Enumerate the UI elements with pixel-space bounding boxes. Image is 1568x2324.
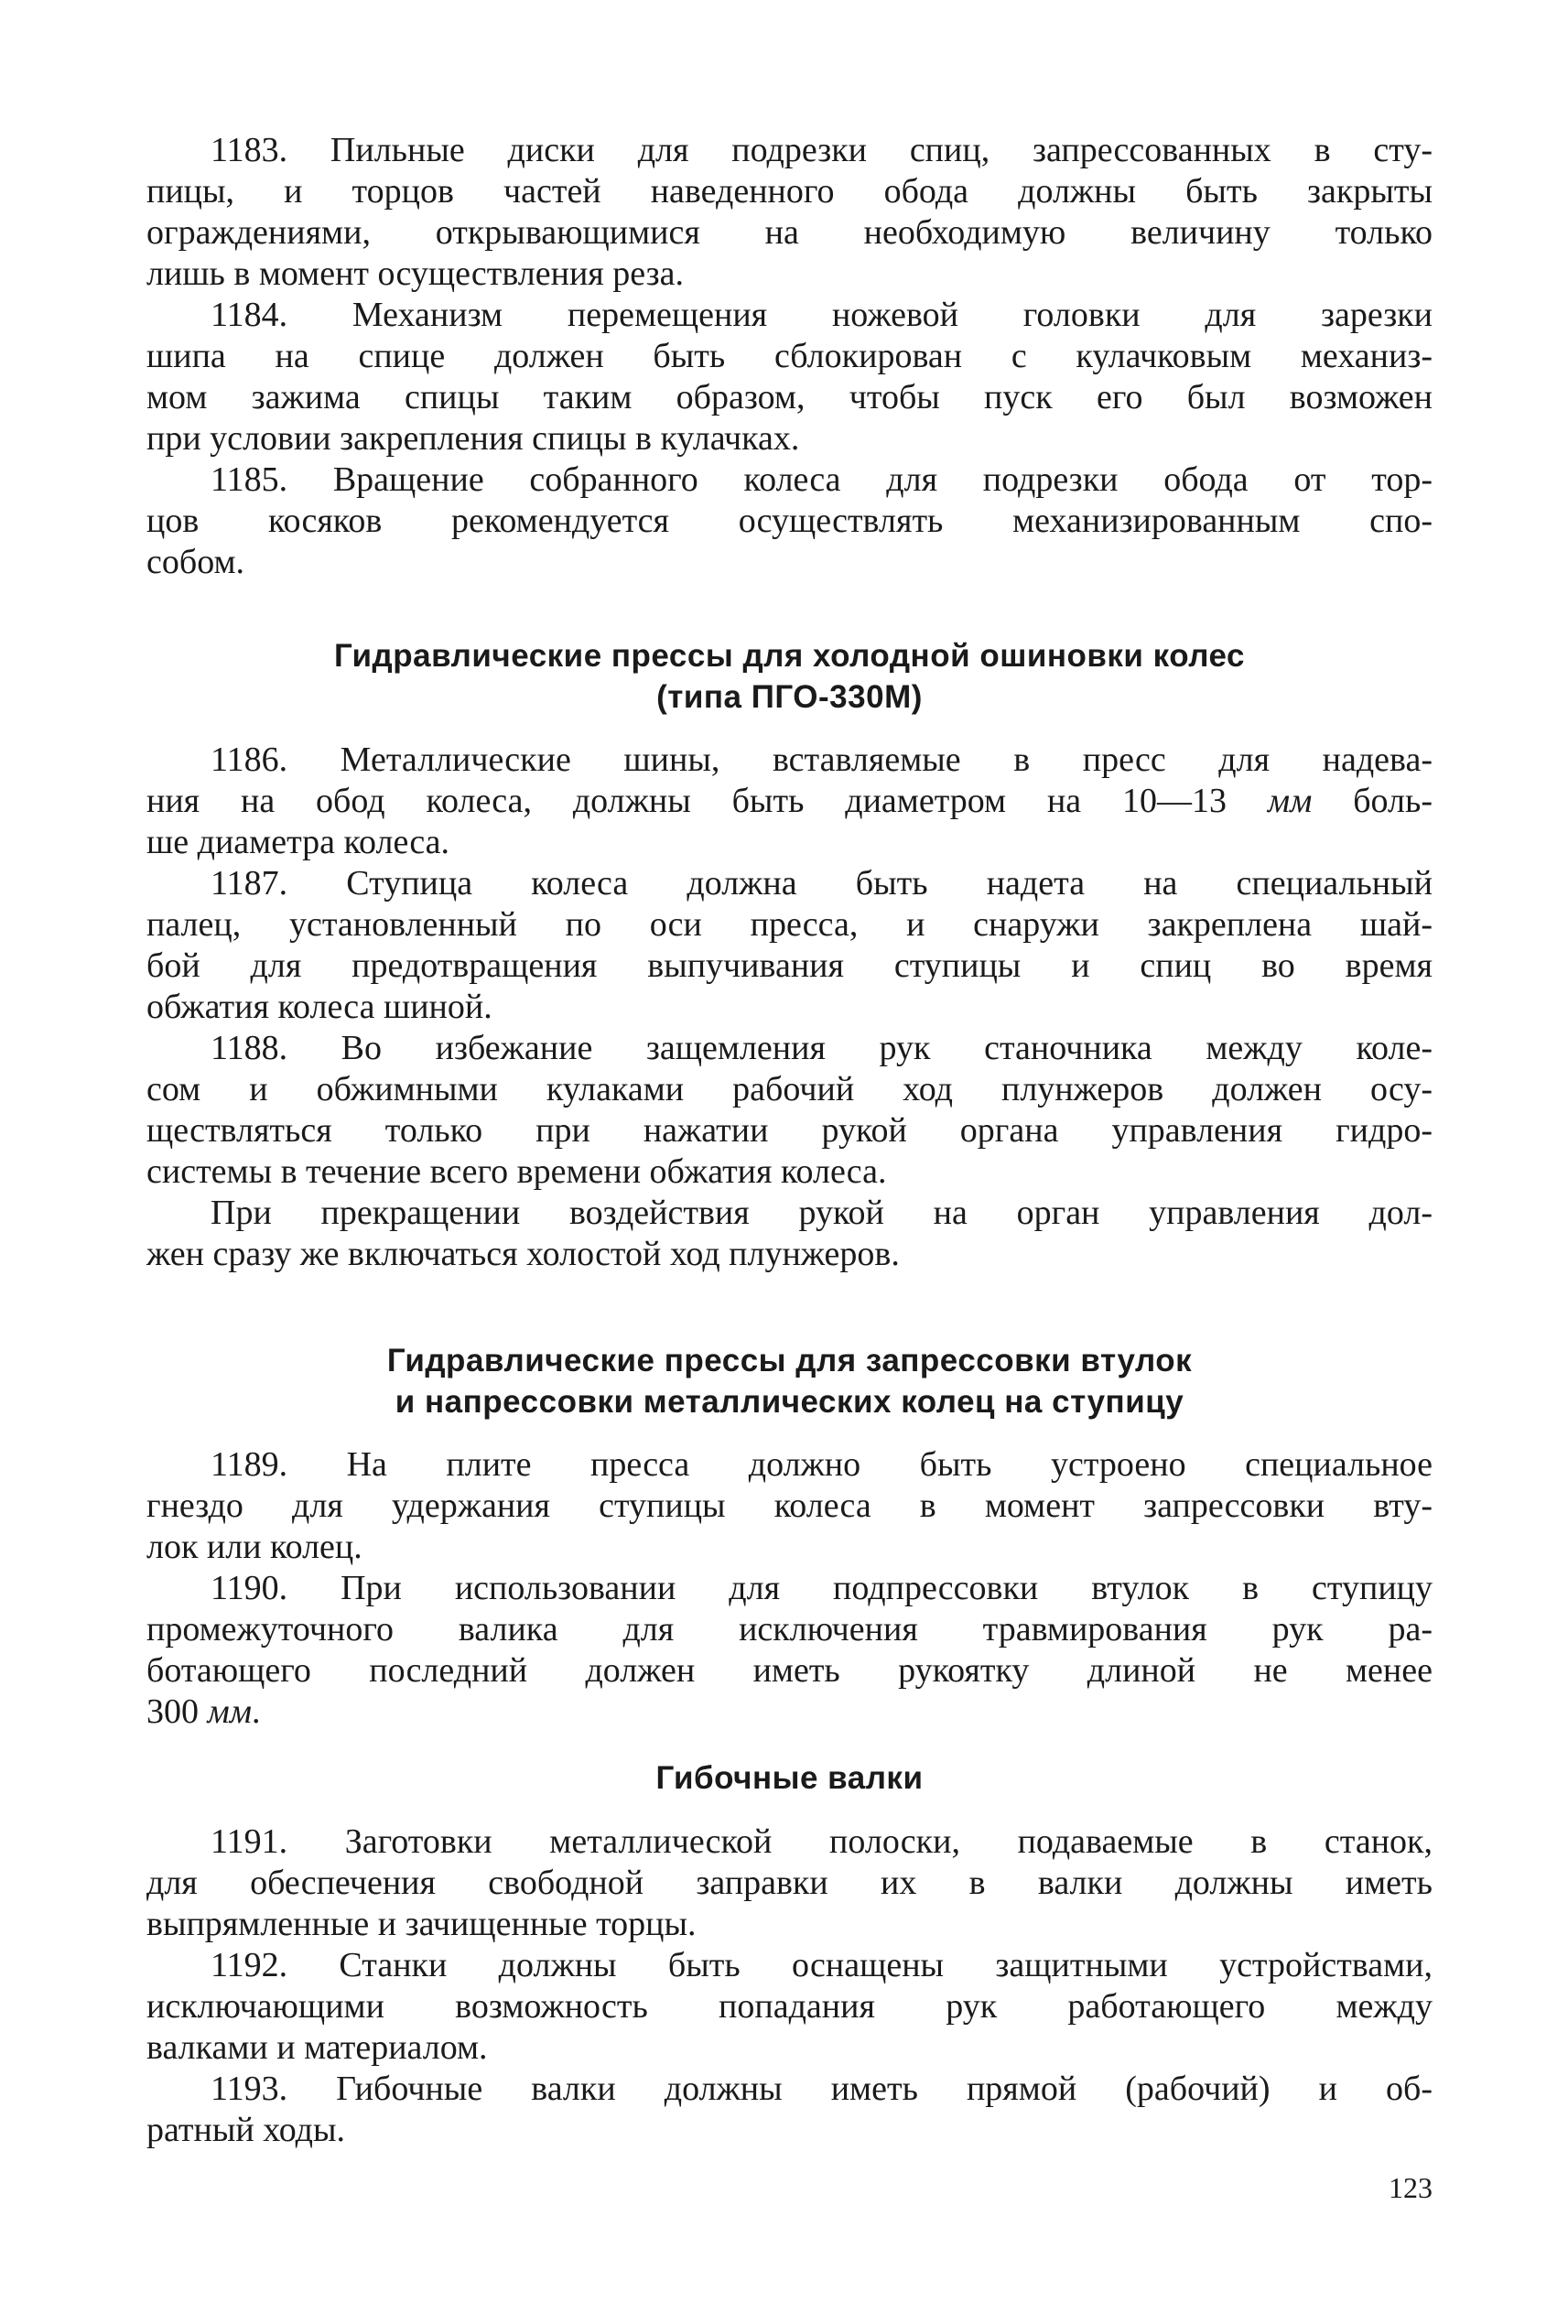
line-text: жен сразу же включаться холостой ход плунжеров. [146, 1235, 900, 1273]
section-heading [146, 1340, 1433, 1422]
text-line [146, 542, 1433, 583]
text-line [146, 130, 1433, 171]
heading-line [146, 1381, 1433, 1422]
line-text: для обеспечения свободной заправки их в валки должны иметь [146, 1864, 1433, 1902]
text-line [146, 1986, 1433, 2027]
text-line [146, 1193, 1433, 1234]
heading-line [146, 635, 1433, 676]
unit-italic: мм [207, 1692, 253, 1731]
line-text: 1191. Заготовки металлической полоски, подаваемые в станок, [211, 1822, 1433, 1861]
line-text: ботающего последний должен иметь рукоятку длиной не менее [146, 1651, 1433, 1690]
text-line [146, 2069, 1433, 2110]
line-text: 1185. Вращение собранного колеса для подрезки обода от тор- [211, 460, 1433, 499]
heading-line [146, 1757, 1433, 1799]
text-line [146, 295, 1433, 336]
line-text: пицы, и торцов частей наведенного обода должны быть закрыты [146, 172, 1433, 211]
text-line [146, 1028, 1433, 1069]
text-line [146, 418, 1433, 459]
text-line [146, 1821, 1433, 1863]
text-line [146, 1692, 1433, 1733]
line-text: 1184. Механизм перемещения ножевой головки для зарезки [211, 296, 1433, 334]
line-text: Гидравлические прессы для холодной ошиновки колес [334, 638, 1245, 674]
text-line [146, 1444, 1433, 1486]
line-text: 1187. Ступица колеса должна быть надета на специальный [211, 864, 1433, 903]
line-text: 1189. На плите пресса должно быть устроено специальное [211, 1445, 1433, 1484]
text-line [146, 1527, 1433, 1568]
unit-italic: мм [1267, 782, 1313, 820]
line-text: собом. [146, 543, 245, 581]
line-text: 1192. Станки должны быть оснащены защитными устройствами, [211, 1946, 1433, 1984]
line-text: ратный ходы. [146, 2111, 346, 2149]
line-text: Гибочные валки [655, 1760, 924, 1796]
text-line [146, 1863, 1433, 1904]
line-text: 1188. Во избежание защемления рук станочника между коле- [211, 1029, 1433, 1067]
line-text: при условии закрепления спицы в кулачках. [146, 419, 800, 458]
text-line [146, 1568, 1433, 1609]
text-line [146, 2110, 1433, 2151]
line-text: ществляться только при нажатии рукой органа управления гидро- [146, 1111, 1433, 1150]
line-text: ния на обод колеса, должны быть диаметром на 10—13 [146, 782, 1268, 820]
text-line [146, 1945, 1433, 1986]
line-text: лишь в момент осуществления реза. [146, 254, 684, 293]
line-text: шипа на спице должен быть сблокирован с кулачковым механиз- [146, 337, 1433, 375]
text-line [146, 1110, 1433, 1151]
line-text: исключающими возможность попадания рук работающего между [146, 1987, 1433, 2026]
text-line [146, 904, 1433, 946]
line-text: сом и обжимными кулаками рабочий ход плунжеров должен осу- [146, 1070, 1433, 1108]
line-text: гнездо для удержания ступицы колеса в момент запрессовки вту- [146, 1486, 1433, 1525]
heading-line [146, 676, 1433, 718]
line-text: При прекращении воздействия рукой на орган управления дол- [211, 1194, 1433, 1232]
heading-line [146, 1340, 1433, 1381]
text-line [146, 2027, 1433, 2069]
line-text: лок или колец. [146, 1528, 362, 1566]
text-line [146, 336, 1433, 377]
text-line [146, 1650, 1433, 1692]
line-text: ше диаметра колеса. [146, 823, 450, 861]
text-line [146, 254, 1433, 295]
line-text: обжатия колеса шиной. [146, 988, 492, 1026]
text-line [146, 1151, 1433, 1193]
text-block [146, 740, 1433, 1275]
text-line [146, 946, 1433, 987]
text-line [146, 987, 1433, 1028]
page-number: 123 [1389, 2171, 1433, 2204]
line-text: Гидравлические прессы для запрессовки втулок [386, 1343, 1193, 1378]
section-heading [146, 635, 1433, 718]
text-line [146, 740, 1433, 781]
line-text: 1190. При использовании для подпрессовки втулок в ступицу [211, 1569, 1433, 1607]
line-text: мом зажима спицы таким образом, чтобы пуск его был возможен [146, 378, 1433, 416]
text-line [146, 863, 1433, 904]
text-line [146, 377, 1433, 418]
line-text: цов косяков рекомендуется осуществлять механизированным спо- [146, 502, 1433, 540]
line-text: палец, установленный по оси пресса, и снаружи закреплена шай- [146, 905, 1433, 944]
text-block [146, 130, 1433, 583]
line-text: (типа ПГО-330М) [656, 679, 923, 715]
line-text-after: . [252, 1692, 261, 1731]
line-text-after: боль- [1312, 782, 1433, 820]
line-text: системы в течение всего времени обжатия колеса. [146, 1152, 887, 1191]
line-text: 1193. Гибочные валки должны иметь прямой (рабочий) и об- [211, 2070, 1433, 2108]
line-text: 300 [146, 1692, 208, 1731]
text-block [146, 1444, 1433, 1733]
text-line [146, 1609, 1433, 1650]
text-block [146, 1821, 1433, 2151]
line-text: промежуточного валика для исключения травмирования рук ра- [146, 1610, 1433, 1648]
text-line [146, 1234, 1433, 1275]
text-line [146, 501, 1433, 542]
line-text: ограждениями, открывающимися на необходимую величину только [146, 213, 1433, 252]
text-line [146, 1069, 1433, 1110]
line-text: 1183. Пильные диски для подрезки спиц, запрессованных в сту- [211, 131, 1433, 169]
text-line [146, 1486, 1433, 1527]
line-text: и напрессовки металлических колец на ступицу [395, 1384, 1184, 1420]
line-text: бой для предотвращения выпучивания ступицы и спиц во время [146, 946, 1433, 985]
text-line [146, 822, 1433, 863]
text-line [146, 1904, 1433, 1945]
text-line [146, 781, 1433, 822]
line-text: 1186. Металлические шины, вставляемые в пресс для надева- [211, 740, 1433, 779]
text-line [146, 171, 1433, 212]
section-heading [146, 1757, 1433, 1799]
line-text: валками и материалом. [146, 2028, 488, 2067]
line-text: выпрямленные и зачищенные торцы. [146, 1905, 697, 1943]
text-line [146, 459, 1433, 501]
text-line [146, 212, 1433, 254]
